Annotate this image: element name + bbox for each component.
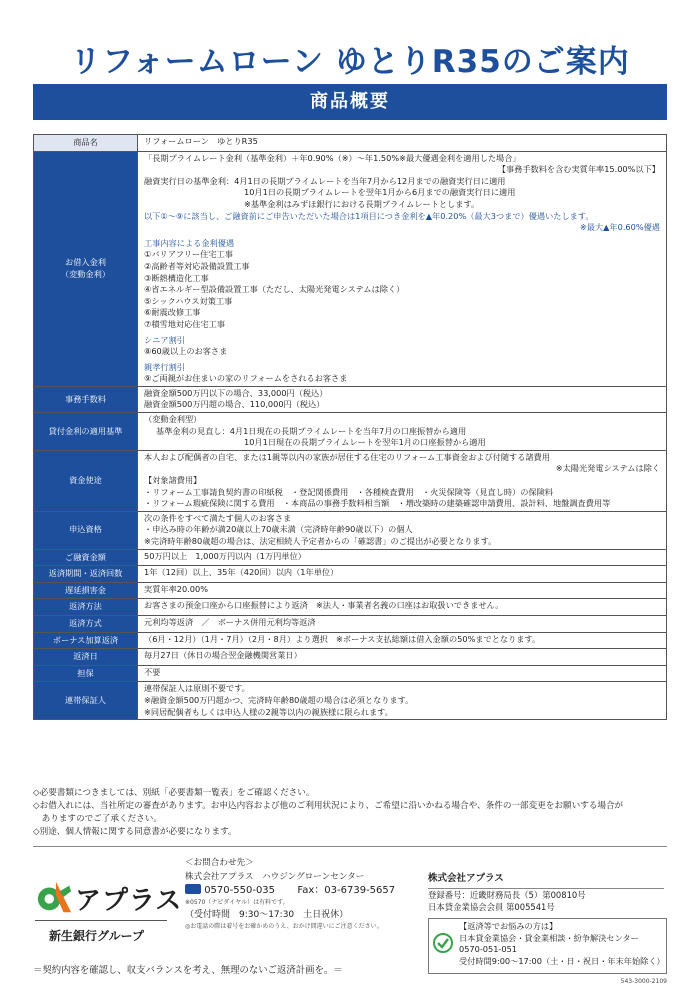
row-label: 返済期間・返済回数 <box>34 566 138 583</box>
footer-message: ＝契約内容を確認し、収支バランスを考え、無理のないご返済計画を。＝ <box>33 965 343 976</box>
list-item: ①バリアフリー住宅工事 <box>144 249 233 260</box>
row-label: 返済日 <box>34 649 138 666</box>
tel-number[interactable]: 0570-550-035 <box>204 885 276 896</box>
row-value: お客さまの預金口座から口座振替により返済 ※法人・事業者名義の口座はお取扱いできません。 <box>138 599 667 616</box>
fax-number: Fax：03-6739-5657 <box>297 885 396 896</box>
contact-heading: ＜お問合わせ先＞ <box>185 858 254 868</box>
row-label: 連帯保証人 <box>34 682 138 720</box>
list-item: ⑥耐震改修工事 <box>144 307 201 318</box>
discount-list <box>144 373 660 385</box>
aplus-mark-icon <box>35 878 73 916</box>
list-item: ⑧60歳以上のお客さま <box>144 346 228 357</box>
text-line: 融資実行日の基準金利：4月1日の長期プライムレートを当年7月から12月までの融資実行日に適用 <box>144 175 506 186</box>
company-divider <box>428 888 664 889</box>
list-item: ③断熱構造化工事 <box>144 272 209 283</box>
logo-group: 新生銀行グループ <box>49 929 145 943</box>
notes <box>33 787 673 839</box>
text-line: 次の条件をすべて満たす個人のお客さま <box>144 512 292 523</box>
label-line: お借入金利 <box>65 257 106 268</box>
table-row <box>34 135 667 152</box>
text-line: 連帯保証人は原則不要です。 <box>144 683 250 694</box>
text-line: （変動金利型） <box>144 414 202 425</box>
list-item: ⑦積雪地対応住宅工事 <box>144 318 226 329</box>
row-label: 貸付金利の適用基準 <box>34 413 138 451</box>
text-line: ※同居配偶者もしくは申込人様の2親等以内の親族様に限られます。 <box>144 706 393 717</box>
row-value <box>138 682 667 720</box>
text-line: 10月1日現在の長期プライムレートを翌年1月の口座振替から適用 <box>244 437 486 448</box>
row-label: 返済方法 <box>34 599 138 616</box>
label-line: （変動金利） <box>60 268 111 279</box>
divider <box>33 846 667 847</box>
row-label: 商品名 <box>34 135 138 152</box>
navi-dial-icon <box>185 884 201 894</box>
row-label: ボーナス加算返済 <box>34 632 138 649</box>
row-value: 実質年率20.00% <box>138 582 667 599</box>
adr-line: 日本貸金業協会・貸金業相談・紛争解決センター <box>459 932 639 943</box>
text-line: 【事務手数料を含む実質年率15.00%以下】 <box>497 164 660 175</box>
logo-name: アプラス <box>75 886 183 916</box>
discount-list <box>144 346 660 358</box>
company-registration: 登録番号：近畿財務局長（5）第00810号 <box>428 890 586 900</box>
text-line: 以下①～⑨に該当し、ご融資前にご申告いただいた場合は1項目につき金利を▲年0.20%（最大3つまで）優遇いたします。 <box>144 210 594 221</box>
table-row <box>34 649 667 666</box>
text-line: 融資金額500万円超の場合、110,000円（税込） <box>144 399 325 410</box>
table-row <box>34 450 667 511</box>
text-line: ・リフォーム工事請負契約書の印紙税 ・登記関係費用 ・各種検査費用 ・火災保険等（見直し時）の保険料 <box>144 486 553 497</box>
row-value: （6月・12月）（1月・7月）（2月・8月）より選択 ※ボーナス支払総額は借入金額の50%までとなります。 <box>138 632 667 649</box>
text-line: ・リフォーム瑕疵保険に関する費用 ・本商品の事務手数料相当額 ・増改築時の建築確認申請費用、設計料、地盤調査費用等 <box>144 498 611 509</box>
row-label: 事務手数料 <box>34 386 138 412</box>
row-label: 遅延損害金 <box>34 582 138 599</box>
list-item: ⑤シックハウス対策工事 <box>144 295 233 306</box>
discount-group-title: 工事内容による金利優遇 <box>144 237 235 248</box>
rate-details <box>138 151 667 386</box>
row-value: 元利均等返済 ／ ボーナス併用元利均等返済 <box>138 615 667 632</box>
text-line: ・申込み時の年齢が満20歳以上70歳未満（完済時年齢90歳以下）の個人 <box>144 524 413 535</box>
aplus-logo <box>35 872 183 952</box>
row-value <box>138 450 667 511</box>
text-line: 【対象諸費用】 <box>144 475 202 486</box>
row-value <box>138 413 667 451</box>
product-spec-table <box>33 134 667 720</box>
check-mark-icon <box>433 933 453 953</box>
recording-note: ◎お電話の際は着号をお確かめのうえ、おかけ間違いにご注意ください。 <box>185 923 383 930</box>
table-row <box>34 599 667 616</box>
row-value: 50万円以上 1,000万円以内（1万円単位） <box>138 549 667 566</box>
row-value: リフォームローン ゆとりR35 <box>138 135 667 152</box>
row-value: 1年（12回）以上、35年（420回）以内（1年単位） <box>138 566 667 583</box>
contact-info <box>185 856 420 932</box>
text-line: 本人および配偶者の自宅、または1親等以内の家族が居住する住宅のリフォーム工事資金および付随する諸費用 <box>144 451 550 462</box>
text-line: 10月1日の長期プライムレートを翌年1月から6月までの融資実行日に適用 <box>244 187 516 198</box>
contact-hours: （受付時間 9:30～17:30 土日祝休） <box>185 910 349 920</box>
table-row <box>34 511 667 549</box>
adr-center-box <box>428 918 667 974</box>
table-row <box>34 549 667 566</box>
discount-group-title: 親孝行割引 <box>144 361 185 372</box>
list-item: ②高齢者等対応設備設置工事 <box>144 260 250 271</box>
row-value: 毎月27日（休日の場合翌金融機関営業日） <box>138 649 667 666</box>
note-line: ◇お借入れには、当社所定の審査があります。お申込内容および他のご利用状況により、ご希望に沿いかねる場合や、条件の一部変更をお願いする場合が <box>33 801 624 811</box>
table-row <box>34 151 667 386</box>
row-value <box>138 386 667 412</box>
adr-phone: 0570-051-051 <box>459 944 518 954</box>
company-info <box>428 873 667 913</box>
company-association: 日本貸金業協会会員 第005541号 <box>428 902 555 912</box>
table-row <box>34 566 667 583</box>
row-label: 返済方式 <box>34 615 138 632</box>
text-line: ※基準金利はみずほ銀行における長期プライムレートとします。 <box>244 198 480 209</box>
row-label: 資金使途 <box>34 450 138 511</box>
contact-phone <box>185 884 420 898</box>
note-line: ◇別途、個人情報に関する同意書が必要になります。 <box>33 827 237 837</box>
row-label: 担保 <box>34 665 138 682</box>
page-title: リフォームローン ゆとりR35のご案内 <box>70 44 630 80</box>
section-banner: 商品概要 <box>33 84 667 120</box>
table-row <box>34 413 667 451</box>
text-line: ※最大▲年0.60%優遇 <box>579 222 660 233</box>
contact-center: 株式会社アプラス ハウジングローンセンター <box>185 872 365 882</box>
company-name: 株式会社アプラス <box>428 873 504 884</box>
list-item: ⑨ご両親がお住まいの家のリフォームをされるお客さま <box>144 373 348 384</box>
row-value <box>138 511 667 549</box>
list-item: ④省エネルギー型設備設置工事（ただし、太陽光発電システムは除く） <box>144 284 405 295</box>
note-line: ありますのでご了承ください。 <box>33 814 162 824</box>
logo-divider <box>35 920 167 921</box>
table-row <box>34 682 667 720</box>
discount-group-title: シニア割引 <box>144 334 185 345</box>
row-label <box>34 151 138 386</box>
row-label: ご融資金額 <box>34 549 138 566</box>
tel-note: ※0570（ナビダイヤル）は有料です。 <box>185 899 289 906</box>
table-row <box>34 665 667 682</box>
table-row <box>34 615 667 632</box>
document-code: 543-3000-2109 <box>620 978 667 985</box>
discount-list <box>144 249 660 330</box>
text-line: 「長期プライムレート金利（基準金利）＋年0.90%（※）～年1.50%※最大優遇金利を適用した場合」 <box>144 152 521 163</box>
row-value: 不要 <box>138 665 667 682</box>
table-row <box>34 386 667 412</box>
table-row <box>34 582 667 599</box>
text-line: ※太陽光発電システムは除く <box>555 463 660 474</box>
text-line: ※融資金額500万円超かつ、完済時年齢80歳超の場合は必須となります。 <box>144 694 414 705</box>
table-row <box>34 632 667 649</box>
note-line: ◇必要書類につきましては、別紙「必要書類一覧表」をご確認ください。 <box>33 788 315 798</box>
row-label: 申込資格 <box>34 511 138 549</box>
adr-line: 【返済等でお悩みの方は】 <box>459 921 558 931</box>
text-line: 融資金額500万円以下の場合、33,000円（税込） <box>144 387 328 398</box>
adr-line: 受付時間9:00～17:00（土・日・祝日・年末年始除く） <box>459 955 665 966</box>
text-line: 基準金利の見直し：4月1日現在の長期プライムレートを当年7月の口座振替から適用 <box>156 425 467 436</box>
text-line: ※完済時年齢80歳超の場合は、法定相続人予定者からの「確認書」のご提出が必要となります。 <box>144 536 497 546</box>
